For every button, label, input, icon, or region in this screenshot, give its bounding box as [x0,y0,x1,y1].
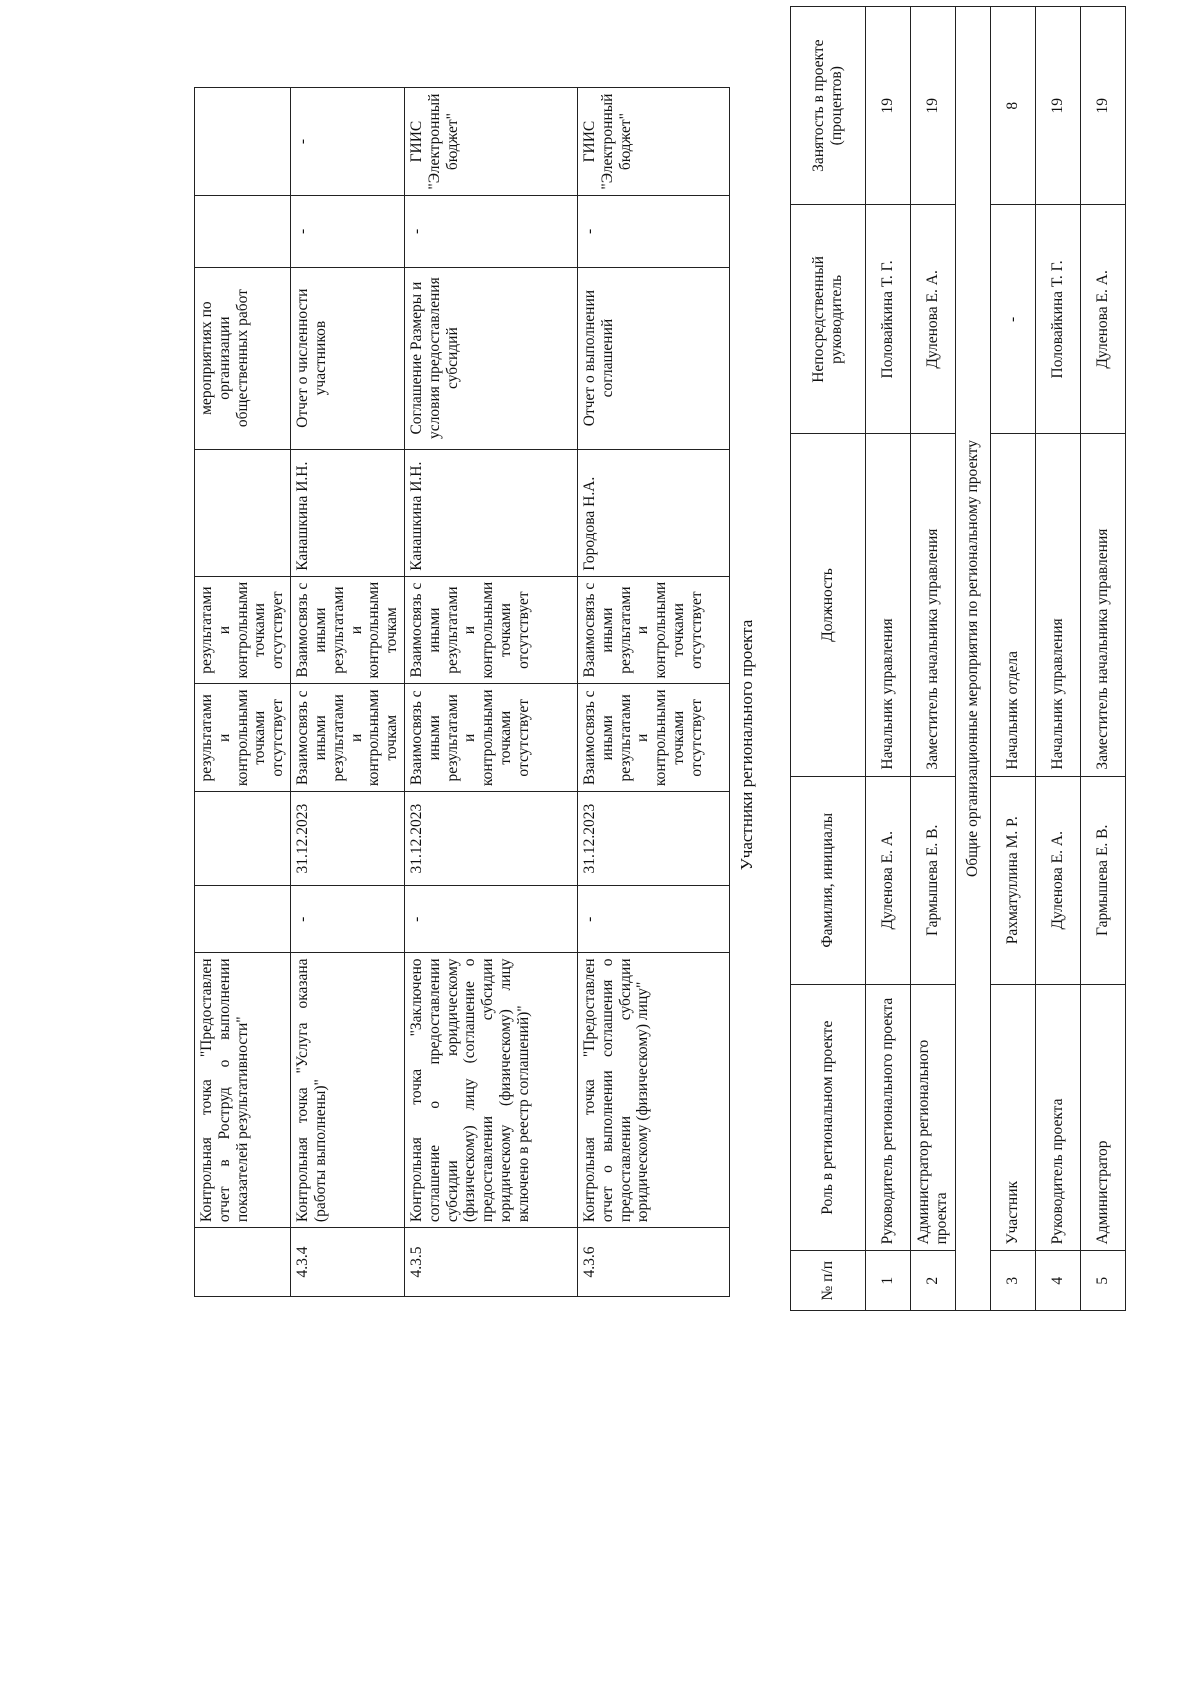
control-point-name: Контрольная точка "Предоставлен отчет в Роструд о выполнении показателей результативности" [195,953,291,1228]
role: Администратор регионального проекта [911,985,956,1251]
col-header-load: Занятость в проекте (процентов) [791,7,866,205]
document: Отчет о выполнении соглашений [577,267,729,449]
document: Соглашение Размеры и условия предоставления субсидий [404,267,577,449]
person-name: Гармышева Е. В. [1081,776,1126,984]
table-header-row [791,7,866,1311]
responsible [195,449,291,576]
row-number: 3 [991,1251,1036,1311]
control-points-table [194,87,730,1297]
load-percent: 19 [1081,7,1126,205]
col-header-number: № п/п [791,1251,866,1311]
info-system: ГИИС "Электронный бюджет" [577,88,729,196]
predecessor: - [577,886,729,953]
manager: - [991,205,1036,434]
control-point-name: Контрольная точка "Услуга оказана (работы выполнены)" [291,953,405,1228]
row-number: 4.3.6 [577,1228,729,1297]
row-number: 5 [1081,1251,1126,1311]
table-row [577,88,729,1297]
col-header-position: Должность [791,434,866,776]
level [195,196,291,267]
role: Руководитель проекта [1036,985,1081,1251]
responsible: Городова Н.А. [577,449,729,576]
section-title: Общие организационные мероприятия по региональному проекту [956,7,991,1311]
row-number [195,1228,291,1297]
responsible: Канашкина И.Н. [404,449,577,576]
control-point-name: Контрольная точка "Предоставлен отчет о выполнении соглашения о предоставлении субсидии юридическому (физическому) лицу" [577,953,729,1228]
load-percent: 19 [1036,7,1081,205]
col-header-role: Роль в региональном проекте [791,985,866,1251]
level: - [291,196,405,267]
predecessor [195,886,291,953]
responsible: Канашкина И.Н. [291,449,405,576]
level: - [404,196,577,267]
row-number: 1 [866,1251,911,1311]
predecessor: - [404,886,577,953]
table-row [195,88,291,1297]
table-row [991,7,1036,1311]
table-row [291,88,405,1297]
role: Руководитель регионального проекта [866,985,911,1251]
row-number: 2 [911,1251,956,1311]
col-header-manager: Непосредственный руководитель [791,205,866,434]
deadline: 31.12.2023 [404,792,577,886]
position: Начальник отдела [991,434,1036,776]
relation-type: Взаимосвязь с иными результатами и контрольными точкам [291,684,405,792]
table-row [404,88,577,1297]
col-header-name: Фамилия, инициалы [791,776,866,984]
table-row [866,7,911,1311]
person-name: Гармышева Е. В. [911,776,956,984]
table-row [1081,7,1126,1311]
relation-type-2: Взаимосвязь с иными результатами и контрольными точкам [291,576,405,684]
manager: Дуленова Е. А. [1081,205,1126,434]
relation-type: результатами и контрольными точками отсутствует [195,684,291,792]
position: Заместитель начальника управления [911,434,956,776]
load-percent: 8 [991,7,1036,205]
position: Начальник управления [1036,434,1081,776]
level: - [577,196,729,267]
relation-type: Взаимосвязь с иными результатами и контрольными точками отсутствует [577,684,729,792]
participants-title: Участники регионального проекта [737,619,756,871]
info-system: - [291,88,405,196]
role: Участник [991,985,1036,1251]
person-name: Рахматуллина М. Р. [991,776,1036,984]
table-row [1036,7,1081,1311]
manager: Дуленова Е. А. [911,205,956,434]
info-system [195,88,291,196]
deadline: 31.12.2023 [577,792,729,886]
relation-type: Взаимосвязь с иными результатами и контрольными точками отсутствует [404,684,577,792]
relation-type-2: Взаимосвязь с иными результатами и контрольными точками отсутствует [577,576,729,684]
document: мероприятиях по организации общественных работ [195,267,291,449]
table-row [911,7,956,1311]
predecessor: - [291,886,405,953]
person-name: Дуленова Е. А. [1036,776,1081,984]
relation-type-2: Взаимосвязь с иными результатами и контрольными точками отсутствует [404,576,577,684]
deadline [195,792,291,886]
relation-type-2: результатами и контрольными точками отсутствует [195,576,291,684]
role: Администратор [1081,985,1126,1251]
position: Начальник управления [866,434,911,776]
deadline: 31.12.2023 [291,792,405,886]
row-number: 4.3.4 [291,1228,405,1297]
load-percent: 19 [866,7,911,205]
row-number: 4 [1036,1251,1081,1311]
load-percent: 19 [911,7,956,205]
section-row [956,7,991,1311]
position: Заместитель начальника управления [1081,434,1126,776]
document: Отчет о численности участников [291,267,405,449]
person-name: Дуленова Е. А. [866,776,911,984]
participants-table [790,6,1126,1311]
manager: Половайкина Т. Г. [1036,205,1081,434]
info-system: ГИИС "Электронный бюджет" [404,88,577,196]
control-point-name: Контрольная точка "Заключено соглашение о предоставлении субсидии юридическому (физическому) лицу (соглашение о предоставлении субсидии юридическому (физическому) лицу включено в реестр соглашений)" [404,953,577,1228]
row-number: 4.3.5 [404,1228,577,1297]
manager: Половайкина Т. Г. [866,205,911,434]
